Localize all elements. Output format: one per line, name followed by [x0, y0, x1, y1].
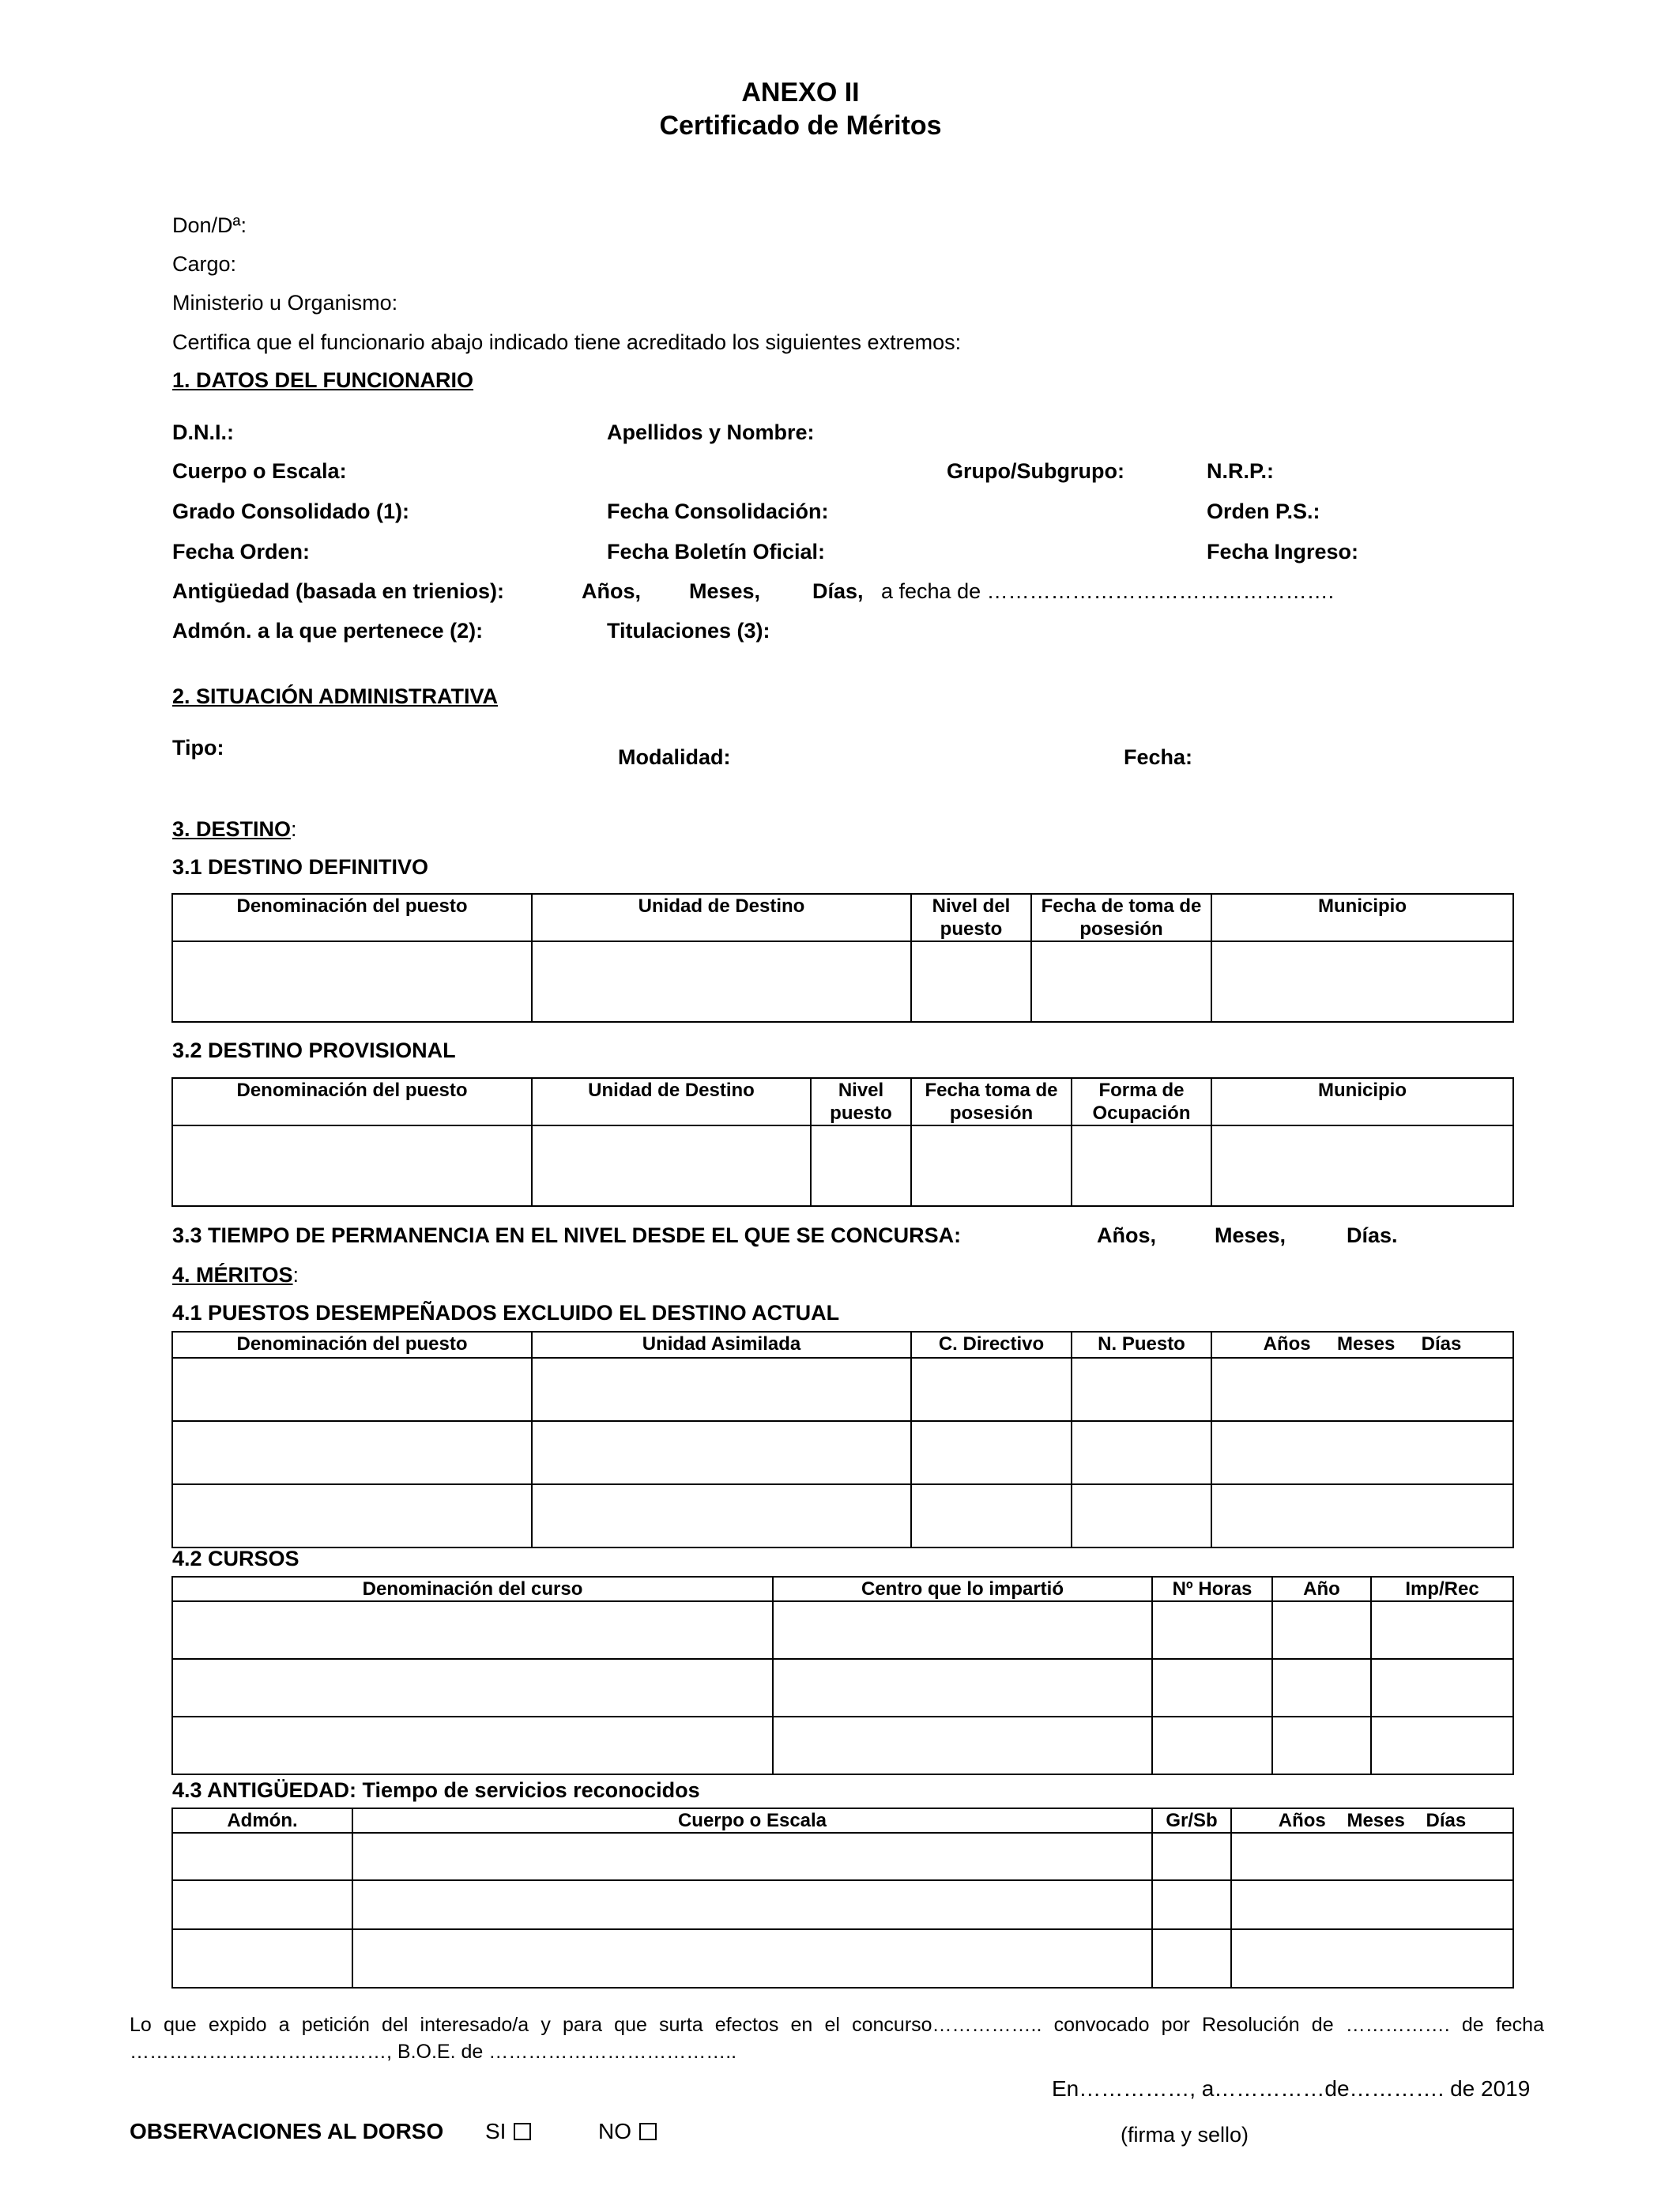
table-cell[interactable]: [172, 941, 532, 1022]
table-row: [172, 1929, 1513, 1988]
table-cell[interactable]: [172, 1659, 773, 1717]
table-cell[interactable]: [532, 1421, 911, 1484]
permanencia-anos: Años,: [1097, 1223, 1157, 1247]
firma-label: (firma y sello): [1121, 2123, 1249, 2147]
header-cell: Denominación del puesto: [172, 1332, 532, 1358]
table-cell[interactable]: [1152, 1833, 1231, 1880]
header-cell: Año: [1272, 1577, 1371, 1601]
header-cell: Cuerpo o Escala: [352, 1808, 1152, 1833]
si-checkbox[interactable]: [514, 2123, 531, 2140]
table-cell[interactable]: [1211, 941, 1513, 1022]
header-cell: Admón.: [172, 1808, 352, 1833]
section-3-2-title: 3.2 DESTINO PROVISIONAL: [172, 1039, 456, 1062]
section-4-title: 4. MÉRITOS:: [172, 1263, 299, 1287]
header-cell: Años Meses Días: [1211, 1332, 1513, 1358]
document-title: Certificado de Méritos: [659, 111, 942, 141]
dni-label: D.N.I.:: [172, 420, 234, 444]
table-cell[interactable]: [1211, 1484, 1513, 1547]
permanencia-meses: Meses,: [1215, 1223, 1286, 1247]
table-cell[interactable]: [172, 1880, 352, 1929]
table-cell[interactable]: [773, 1717, 1152, 1774]
grado-label: Grado Consolidado (1):: [172, 499, 409, 523]
header-cell: Nivel del puesto: [911, 894, 1031, 941]
table-cell[interactable]: [1272, 1717, 1371, 1774]
table-cell[interactable]: [1211, 1358, 1513, 1421]
header-cell: Centro que lo impartió: [773, 1577, 1152, 1601]
fecha-boletin-label: Fecha Boletín Oficial:: [607, 540, 826, 564]
table-cell[interactable]: [1152, 1929, 1231, 1988]
header-cell: Fecha toma de posesión: [911, 1078, 1072, 1125]
header-cell: Gr/Sb: [1152, 1808, 1231, 1833]
table-cell[interactable]: [172, 1833, 352, 1880]
table-cell[interactable]: [352, 1929, 1152, 1988]
table-cell[interactable]: [911, 941, 1031, 1022]
table-cell[interactable]: [1072, 1484, 1211, 1547]
table-cell[interactable]: [1211, 1421, 1513, 1484]
cuerpo-label: Cuerpo o Escala:: [172, 459, 347, 483]
table-cell[interactable]: [1072, 1421, 1211, 1484]
destino-provisional-table: [171, 1077, 1514, 1207]
table-cell[interactable]: [1211, 1125, 1513, 1206]
don-label: Don/Dª:: [172, 213, 247, 237]
section-1-title: 1. DATOS DEL FUNCIONARIO: [172, 368, 474, 392]
table-row: [172, 1358, 1513, 1421]
table-cell[interactable]: [172, 1601, 773, 1659]
table-row: [172, 1659, 1513, 1717]
section-4-3-title: 4.3 ANTIGÜEDAD: Tiempo de servicios reconocidos: [172, 1778, 700, 1802]
fecha-ingreso-label: Fecha Ingreso:: [1207, 540, 1359, 564]
ministerio-label: Ministerio u Organismo:: [172, 291, 398, 315]
fecha-consolidacion-label: Fecha Consolidación:: [607, 499, 829, 523]
puestos-table: [171, 1331, 1514, 1548]
table-cell[interactable]: [172, 1421, 532, 1484]
table-cell[interactable]: [1031, 941, 1211, 1022]
header-cell: Imp/Rec: [1371, 1577, 1513, 1601]
header-cell: Municipio: [1211, 894, 1513, 941]
header-cell: Unidad de Destino: [532, 1078, 811, 1125]
annex-heading: ANEXO II: [741, 77, 860, 107]
antiguedad-anos: Años,: [582, 579, 642, 603]
no-checkbox[interactable]: [639, 2123, 657, 2140]
permanencia-dias: Días.: [1347, 1223, 1398, 1247]
table-cell[interactable]: [172, 1717, 773, 1774]
table-cell[interactable]: [1272, 1601, 1371, 1659]
antiguedad-label: Antigüedad (basada en trienios):: [172, 579, 505, 603]
antiguedad-meses: Meses,: [689, 579, 761, 603]
table-cell[interactable]: [352, 1880, 1152, 1929]
header-cell: Denominación del curso: [172, 1577, 773, 1601]
header-cell: N. Puesto: [1072, 1332, 1211, 1358]
header-cell: Nº Horas: [1152, 1577, 1272, 1601]
table-cell[interactable]: [1231, 1833, 1513, 1880]
table-cell[interactable]: [532, 1358, 911, 1421]
table-cell[interactable]: [532, 941, 911, 1022]
titulaciones-label: Titulaciones (3):: [607, 619, 770, 643]
table-cell[interactable]: [1072, 1358, 1211, 1421]
table-cell[interactable]: [773, 1659, 1152, 1717]
section-4-2-title: 4.2 CURSOS: [172, 1547, 299, 1570]
section-3-3-title: 3.3 TIEMPO DE PERMANENCIA EN EL NIVEL DESDE EL QUE SE CONCURSA:: [172, 1223, 962, 1247]
cargo-label: Cargo:: [172, 252, 237, 276]
place-date: En……………, a……………de…………. de 2019: [1052, 2076, 1531, 2101]
observaciones-label: OBSERVACIONES AL DORSO: [130, 2119, 444, 2143]
modalidad-label: Modalidad:: [618, 745, 731, 769]
antiguedad-dias: Días,: [812, 579, 864, 603]
header-cell: Años Meses Días: [1231, 1808, 1513, 1833]
table-cell[interactable]: [1371, 1717, 1513, 1774]
table-cell[interactable]: [172, 1358, 532, 1421]
section-3-1-title: 3.1 DESTINO DEFINITIVO: [172, 855, 429, 879]
footer-boe-line: …………………………………, B.O.E. de ………………………………..: [130, 2041, 737, 2063]
header-cell: Unidad de Destino: [532, 894, 911, 941]
table-row: [172, 1601, 1513, 1659]
table-row: [172, 1484, 1513, 1547]
table-cell[interactable]: [1152, 1717, 1272, 1774]
table-cell[interactable]: [911, 1358, 1072, 1421]
grupo-label: Grupo/Subgrupo:: [947, 459, 1124, 483]
table-cell[interactable]: [172, 1484, 532, 1547]
table-cell[interactable]: [1152, 1659, 1272, 1717]
table-cell[interactable]: [1072, 1125, 1211, 1206]
table-cell[interactable]: [911, 1421, 1072, 1484]
header-cell: Denominación del puesto: [172, 894, 532, 941]
header-cell: Unidad Asimilada: [532, 1332, 911, 1358]
no-option[interactable]: [598, 2119, 657, 2144]
header-cell: Forma de Ocupación: [1072, 1078, 1211, 1125]
section-3-title: 3. DESTINO:: [172, 817, 297, 841]
header-cell: Denominación del puesto: [172, 1078, 532, 1125]
header-cell: Municipio: [1211, 1078, 1513, 1125]
admon-label: Admón. a la que pertenece (2):: [172, 619, 484, 643]
orden-ps-label: Orden P.S.:: [1207, 499, 1320, 523]
cursos-table: [171, 1576, 1514, 1775]
fecha-orden-label: Fecha Orden:: [172, 540, 311, 564]
table-cell[interactable]: [1231, 1880, 1513, 1929]
table-cell[interactable]: [1272, 1659, 1371, 1717]
table-cell[interactable]: [352, 1833, 1152, 1880]
table-cell[interactable]: [532, 1484, 911, 1547]
destino-definitivo-table: [171, 893, 1514, 1023]
certifica-text: Certifica que el funcionario abajo indicado tiene acreditado los siguientes extremos:: [172, 330, 962, 354]
section-2-title: 2. SITUACIÓN ADMINISTRATIVA: [172, 684, 499, 708]
no-label: NO: [598, 2119, 631, 2143]
table-cell[interactable]: [172, 1125, 532, 1206]
antiguedad-fecha: a fecha de ………………………………………….: [881, 579, 1335, 603]
footer-paragraph: Lo que expido a petición del interesado/a y para que surta efectos en el concurso…………….. convocado por Resolución de ……………. de fecha: [130, 2014, 1544, 2036]
header-cell: C. Directivo: [911, 1332, 1072, 1358]
table-cell[interactable]: [1231, 1929, 1513, 1988]
section-4-1-title: 4.1 PUESTOS DESEMPEÑADOS EXCLUIDO EL DESTINO ACTUAL: [172, 1301, 840, 1325]
table-cell[interactable]: [911, 1125, 1072, 1206]
table-cell[interactable]: [532, 1125, 811, 1206]
table-cell[interactable]: [773, 1601, 1152, 1659]
table-cell[interactable]: [172, 1929, 352, 1988]
table-cell[interactable]: [911, 1484, 1072, 1547]
tipo-label: Tipo:: [172, 736, 224, 760]
table-cell[interactable]: [1152, 1880, 1231, 1929]
apellidos-label: Apellidos y Nombre:: [607, 420, 815, 444]
header-cell: Fecha de toma de posesión: [1031, 894, 1211, 941]
table-row: [172, 941, 1513, 1022]
table-row: [172, 1880, 1513, 1929]
table-cell[interactable]: [811, 1125, 911, 1206]
fecha-label: Fecha:: [1124, 745, 1193, 769]
table-cell[interactable]: [1371, 1601, 1513, 1659]
si-label: SI: [485, 2119, 507, 2143]
table-row: [172, 1125, 1513, 1206]
antiguedad-table: [171, 1808, 1514, 1989]
nrp-label: N.R.P.:: [1207, 459, 1275, 483]
table-row: [172, 1833, 1513, 1880]
table-row: [172, 1421, 1513, 1484]
table-row: [172, 1717, 1513, 1774]
table-cell[interactable]: [1152, 1601, 1272, 1659]
header-cell: Nivel puesto: [811, 1078, 911, 1125]
table-cell[interactable]: [1371, 1659, 1513, 1717]
si-option[interactable]: [485, 2119, 531, 2144]
